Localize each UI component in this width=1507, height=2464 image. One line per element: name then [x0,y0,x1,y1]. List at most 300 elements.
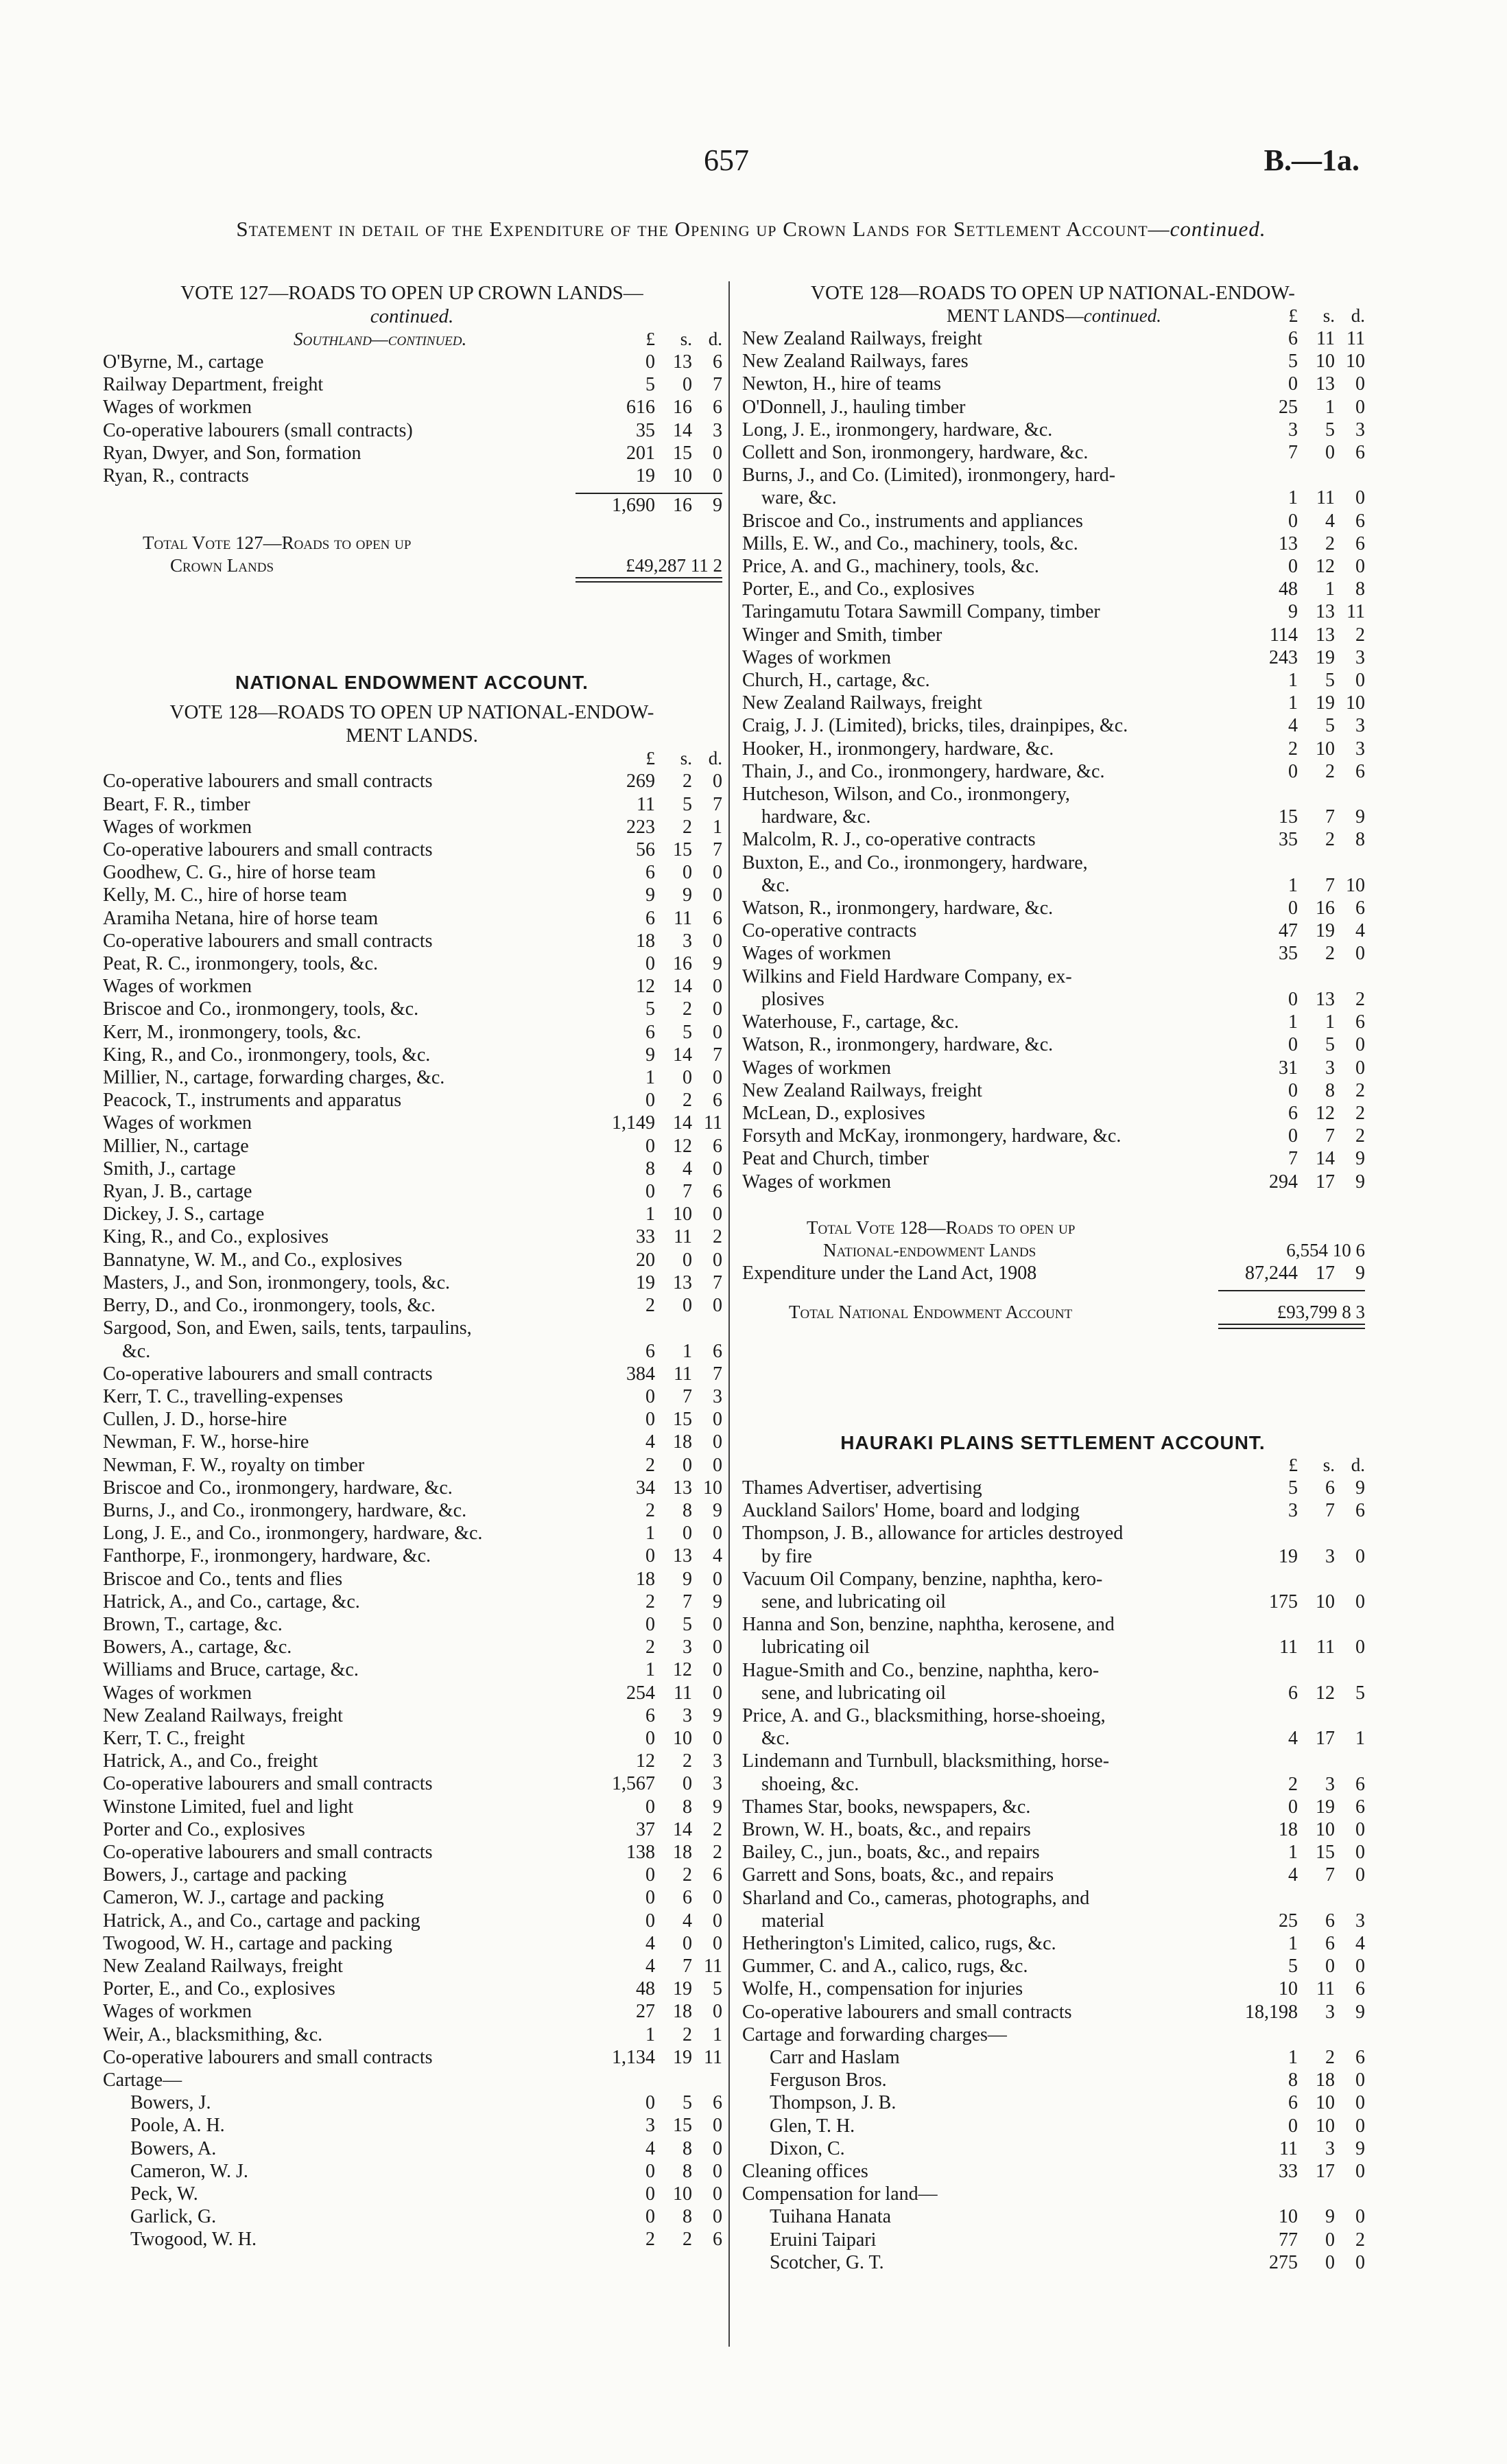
amount-pence: 11 [1346,328,1365,349]
amount-pence: 0 [713,2137,722,2159]
ledger-row [102,2228,722,2251]
ledger-row [741,1568,1365,1613]
amount-pence: 0 [713,1910,722,1932]
ledger-row [741,578,1365,600]
vote127-total-shillings: 11 [690,555,709,576]
vote127-subtotal-row [102,494,722,517]
ledger-row [741,2046,1365,2069]
amount-pence: 6 [1355,1011,1365,1033]
amount-pounds: 175 [1269,1591,1298,1612]
compensation-table [741,2205,1365,2274]
ledger-row-label: Briscoe and Co., ironmongery, hardware, &c. [103,1477,453,1499]
ledger-row [102,1727,722,1750]
amount-pence: 2 [713,1818,722,1840]
amount-pounds: 0 [645,2092,655,2114]
ledger-row-label: Kerr, T. C., travelling-expenses [103,1385,344,1407]
ledger-row-label: Wages of workmen [103,1682,252,1704]
amount-pounds: 1 [1288,670,1298,692]
amount-shillings: 7 [683,1181,692,1203]
amount-pounds: 7 [1288,442,1298,464]
ledger-row-label: New Zealand Railways, fares [742,351,969,373]
amount-pounds: 37 [636,1818,655,1840]
amount-shillings: 11 [674,1682,692,1704]
amount-shillings: 17 [1316,1728,1335,1750]
amount-pounds: 0 [645,1727,655,1749]
ledger-row-label: Hague-Smith and Co., benzine, naphtha, kero- sene, and lubricating oil [742,1659,1100,1704]
amount-pence: 0 [1355,2092,1365,2114]
amount-shillings: 10 [673,2183,692,2205]
amount-shillings: 5 [1325,1034,1335,1056]
ledger-row [741,1818,1365,1841]
amount-pence: 0 [1355,1818,1365,1840]
amount-pence: 6 [713,907,722,929]
ledger-row [102,1135,722,1158]
ledger-row-label: Newton, H., hire of teams [742,373,942,395]
amount-pounds: 6 [645,1704,655,1726]
ledger-row [102,861,722,884]
amount-pence: 0 [713,2001,722,2023]
ledger-row [741,327,1365,350]
ledger-row [102,952,722,975]
amount-shillings: 10 [1316,1591,1335,1612]
amount-shillings: 14 [673,419,692,441]
ledger-row [741,783,1365,828]
amount-pounds: 1 [645,2023,655,2045]
amount-pounds: 27 [636,2001,655,2023]
ledger-row-label: Long, J. E., ironmongery, hardware, &c. [742,419,1053,441]
vote127-total-pence: 2 [713,555,722,576]
amount-shillings: 10 [673,465,692,487]
amount-pounds: 2 [1288,1773,1298,1795]
amount-pence: 2 [1355,624,1365,646]
amount-shillings: 19 [673,1978,692,2000]
amount-pounds: 4 [645,2137,655,2159]
amount-shillings: 7 [1325,806,1335,828]
amount-pence: 2 [1355,1102,1365,1124]
ledger-row-label: Cameron, W. J. [130,2160,248,2182]
amount-pounds: 6 [645,907,655,929]
amount-pounds: 9 [645,884,655,906]
statement-title [123,214,1379,244]
amount-pence: 0 [713,1431,722,1453]
amount-pounds: 138 [626,1841,655,1863]
ledger-row [741,1125,1365,1147]
ledger-row [102,419,722,442]
amount-shillings: 5 [1325,715,1335,737]
ledger-row [741,396,1365,419]
amount-shillings: 7 [683,1955,692,1977]
ledger-row [102,1932,722,1955]
amount-pence: 0 [713,1249,722,1271]
amount-shillings: 8 [683,1796,692,1818]
amount-pounds: 0 [645,1887,655,1909]
ledger-row-label: Wages of workmen [103,1112,252,1134]
amount-pence: 4 [1355,920,1365,942]
amount-pence: 2 [713,1841,722,1863]
amount-pounds: 254 [626,1682,655,1704]
ledger-row-label: Winstone Limited, fuel and light [103,1796,354,1818]
amount-pence: 0 [1355,556,1365,578]
vote128-total-row [741,1217,1365,1262]
amount-pence: 7 [713,374,722,396]
amount-pounds: 5 [1288,351,1298,373]
ledger-row-label: Co-operative labourers and small contracts [103,1773,433,1795]
left-column [102,281,722,2251]
ledger-row-label: Briscoe and Co., ironmongery, tools, &c. [103,998,419,1020]
ledger-row-label: Kerr, M., ironmongery, tools, &c. [103,1021,361,1043]
amount-pounds: 4 [1288,1728,1298,1750]
ledger-row [741,1033,1365,1056]
amount-pence: 0 [1355,396,1365,418]
ledger-row [741,2137,1365,2160]
ledger-row-label: Bowers, J., cartage and packing [103,1864,347,1886]
ledger-row-label: Collett and Son, ironmongery, hardware, &c. [742,442,1089,464]
amount-shillings: 11 [1316,328,1335,349]
amount-pence: 0 [1355,1864,1365,1886]
ledger-row [741,624,1365,646]
amount-shillings: 1 [1325,396,1335,418]
amount-pounds: 19 [1279,1545,1298,1567]
amount-shillings: 2 [1325,829,1335,851]
ledger-row-label: Eruini Taipari [770,2229,877,2251]
amount-pounds: 6 [1288,1682,1298,1704]
land-act-shillings: 17 [1316,1262,1335,1284]
ledger-row [102,1750,722,1772]
ledger-row [102,1704,722,1727]
amount-pence: 6 [1355,532,1365,554]
ledger-row-label: Co-operative labourers (small contracts) [103,419,413,441]
ledger-row-label: Briscoe and Co., tents and flies [103,1568,343,1590]
ledger-row [741,1978,1365,2000]
amount-pounds: 1 [1288,692,1298,714]
amount-shillings: 14 [1316,1148,1335,1170]
amount-pounds: 0 [645,1385,655,1407]
ledger-row-label: Ryan, Dwyer, and Son, formation [103,442,361,464]
amount-pence: 9 [1355,2001,1365,2023]
amount-pence: 6 [1355,510,1365,532]
amount-pence: 6 [1355,1796,1365,1818]
vote128-total-pounds: 6,554 [1286,1239,1328,1260]
amount-pounds: 0 [645,1910,655,1932]
ledger-row-label: Hanna and Son, benzine, naphtha, kerosene, and lubricating oil [742,1614,1115,1658]
cartage-table [102,2091,722,2251]
ledger-row-label: McLean, D., explosives [742,1102,925,1124]
ledger-row [741,350,1365,373]
amount-pence: 7 [713,1271,722,1293]
amount-shillings: 2 [683,2229,692,2251]
amount-shillings: 13 [673,1545,692,1567]
amount-pounds: 0 [645,351,655,373]
amount-shillings: 10 [673,1204,692,1225]
ledger-row [741,1499,1365,1522]
amount-shillings: 15 [673,1409,692,1431]
ledger-row [741,1955,1365,1978]
ledger-row-label: Millier, N., cartage [103,1135,249,1157]
shillings-header: s. [680,748,692,769]
amount-pence: 0 [1355,2069,1365,2091]
amount-shillings: 16 [673,397,692,419]
ledger-row-label: New Zealand Railways, freight [103,1955,343,1977]
ledger-row [741,965,1365,1011]
vote127-total-row [102,532,722,577]
amount-shillings: 0 [683,1249,692,1271]
ledger-row [102,1910,722,1932]
ledger-row-label: Vacuum Oil Company, benzine, naphtha, kero- sene, and lubricating oil [742,1568,1103,1612]
ledger-row-label: Poole, A. H. [130,2115,225,2137]
amount-pence: 2 [713,1226,722,1248]
amount-pence: 0 [1355,487,1365,509]
amount-pounds: 47 [1279,920,1298,942]
amount-pence: 0 [713,1932,722,1954]
ledger-row-label: Ferguson Bros. [770,2069,887,2091]
amount-shillings: 11 [1316,487,1335,509]
ledger-row [102,975,722,998]
ledger-row-label: Ryan, R., contracts [103,465,249,487]
amount-pounds: 6 [645,862,655,884]
hauraki-column-headers [741,1454,1365,1477]
ledger-row-label: Mills, E. W., and Co., machinery, tools, &c. [742,532,1078,554]
page-number: 657 [704,143,749,177]
amount-pounds: 0 [1288,1079,1298,1101]
ledger-row-label: Auckland Sailors' Home, board and lodging [742,1500,1080,1522]
ledger-row [741,2001,1365,2023]
amount-shillings: 0 [683,1932,692,1954]
amount-pence: 6 [1355,1978,1365,2000]
amount-pence: 2 [1355,1079,1365,1101]
pence-header: d. [708,748,722,769]
amount-pounds: 0 [1288,2115,1298,2137]
amount-pence: 6 [713,1340,722,1362]
amount-pounds: 0 [1288,1034,1298,1056]
ledger-row-label: Thompson, J. B. [770,2092,897,2114]
ledger-row-label: Twogood, W. H. [130,2229,257,2251]
ledger-row [102,1225,722,1248]
amount-pounds: 0 [645,2206,655,2228]
vote128-heading-line2: MENT LANDS. [346,725,478,747]
amount-pounds: 0 [1288,988,1298,1010]
ledger-row [741,852,1365,897]
ledger-row [102,1499,722,1522]
ledger-row [102,1112,722,1134]
ledger-row-label: O'Byrne, M., cartage [103,351,264,373]
ledger-row-label: Porter, E., and Co., explosives [742,578,975,600]
amount-shillings: 19 [1316,692,1335,714]
amount-pounds: 0 [1288,760,1298,782]
amount-pounds: 0 [645,1613,655,1635]
amount-shillings: 9 [683,884,692,906]
amount-pounds: 8 [1288,2069,1298,2091]
ledger-row [102,2183,722,2205]
amount-pence: 10 [1346,351,1365,373]
amount-shillings: 2 [1325,532,1335,554]
land-act-pounds: 87,244 [1245,1262,1298,1284]
amount-shillings: 1 [1325,1011,1335,1033]
pounds-header: £ [645,748,655,769]
vote128-cont-table [741,327,1365,1193]
amount-pence: 3 [713,1750,722,1772]
amount-pence: 6 [713,351,722,373]
amount-pounds: 48 [636,1978,655,2000]
ledger-row-label: Co-operative labourers and small contracts [742,2001,1072,2023]
shillings-header: s. [680,329,692,349]
amount-pence: 0 [1355,1545,1365,1567]
amount-pence: 0 [713,1636,722,1658]
amount-shillings: 7 [1325,1500,1335,1522]
amount-shillings: 5 [683,793,692,815]
ledger-row-label: Hatrick, A., and Co., freight [103,1750,318,1772]
ledger-row-label: Watson, R., ironmongery, hardware, &c. [742,897,1054,919]
ledger-row [102,1864,722,1886]
amount-pounds: 269 [626,771,655,793]
ledger-row-label: Bailey, C., jun., boats, &c., and repairs [742,1842,1040,1864]
amount-pounds: 6 [1288,328,1298,349]
ledger-row [102,351,722,373]
ledger-row-label: Co-operative labourers and small contracts [103,930,433,952]
ledger-row [741,1750,1365,1795]
amount-shillings: 8 [683,2206,692,2228]
vote127-column-headers [102,328,722,351]
amount-shillings: 5 [683,1021,692,1043]
amount-pence: 7 [713,839,722,861]
ledger-row [102,1317,722,1362]
ledger-row-label: Price, A. and G., machinery, tools, &c. [742,556,1039,578]
amount-pence: 0 [713,1067,722,1089]
amount-pounds: 15 [1279,806,1298,828]
amount-shillings: 19 [1316,920,1335,942]
amount-pence: 3 [1355,646,1365,668]
cleaning-pence: 0 [1355,2161,1365,2183]
amount-shillings: 2 [1325,760,1335,782]
amount-pounds: 11 [637,793,655,815]
hauraki-cartage-label-row [741,2023,1365,2046]
ledger-row-label: Porter and Co., explosives [103,1818,305,1840]
amount-pence: 0 [713,998,722,1020]
amount-shillings: 2 [1325,943,1335,965]
ledger-row [102,2160,722,2183]
ledger-row-label: Burns, J., and Co., ironmongery, hardware, &c. [103,1499,467,1521]
amount-shillings: 3 [1325,1057,1335,1079]
amount-pounds: 1 [645,1204,655,1225]
ledger-row-label: Peat, R. C., ironmongery, tools, &c. [103,953,379,975]
ledger-row [102,2091,722,2114]
ledger-row [741,692,1365,714]
amount-pence: 9 [1355,2137,1365,2159]
amount-pence: 2 [1355,2229,1365,2251]
amount-pounds: 10 [1279,1978,1298,2000]
ledger-row-label: Berry, D., and Co., ironmongery, tools, &c. [103,1295,436,1317]
amount-pounds: 2 [645,1295,655,1317]
ledger-row-label: Thompson, J. B., allowance for articles destroyed by fire [742,1523,1124,1567]
amount-pence: 9 [1355,1148,1365,1170]
amount-pence: 0 [713,1158,722,1180]
amount-shillings: 0 [683,1295,692,1317]
amount-pounds: 35 [636,419,655,441]
hauraki-cartage-table [741,2046,1365,2160]
amount-shillings: 14 [673,1818,692,1840]
ledger-row-label: King, R., and Co., ironmongery, tools, &c. [103,1044,431,1066]
cleaning-label: Cleaning offices [742,2161,868,2183]
amount-pounds: 4 [1288,715,1298,737]
ledger-row [102,2114,722,2137]
ledger-row-label: Church, H., cartage, &c. [742,670,930,692]
amount-pence: 6 [713,1090,722,1112]
amount-pounds: 0 [645,1796,655,1818]
ledger-row-label: Malcolm, R. J., co-operative contracts [742,829,1036,851]
amount-pounds: 1,134 [612,2046,655,2068]
amount-pence: 2 [1355,1125,1365,1147]
vote128-column-headers [102,747,722,770]
amount-shillings: 0 [683,862,692,884]
ledger-row-label: Scotcher, G. T. [770,2251,884,2273]
subtotal-shillings: 16 [673,495,692,517]
amount-shillings: 2 [683,1090,692,1112]
amount-shillings: 15 [673,839,692,861]
amount-shillings: 3 [1325,1773,1335,1795]
amount-shillings: 7 [1325,1125,1335,1147]
ledger-row [102,1978,722,2000]
pence-header: d. [1351,1454,1365,1475]
amount-shillings: 10 [673,1727,692,1749]
amount-pounds: 20 [636,1249,655,1271]
national-total-rule [1218,1290,1365,1291]
ledger-row [741,2205,1365,2228]
ledger-row-label: Taringamutu Totara Sawmill Company, timber [742,601,1100,623]
ledger-row-label: Hatrick, A., and Co., cartage and packing [103,1910,420,1932]
land-act-pence: 9 [1355,1262,1365,1284]
amount-pence: 3 [1355,419,1365,441]
ledger-row-label: Ryan, J. B., cartage [103,1181,252,1203]
vote128-heading [102,701,722,747]
amount-pence: 9 [713,1499,722,1521]
amount-pounds: 6 [1288,1102,1298,1124]
land-act-label: Expenditure under the Land Act, 1908 [742,1262,1037,1284]
amount-pence: 7 [713,1044,722,1066]
ledger-row [741,1057,1365,1079]
amount-pounds: 4 [645,1932,655,1954]
amount-pence: 1 [713,2023,722,2045]
amount-shillings: 3 [1325,1545,1335,1567]
ledger-row [102,884,722,906]
amount-pence: 3 [1355,1910,1365,1932]
amount-pounds: 4 [645,1955,655,1977]
amount-pence: 0 [713,1682,722,1704]
ledger-row [102,1818,722,1841]
amount-pounds: 0 [645,1181,655,1203]
compensation-label-row [741,2183,1365,2205]
vote128-cont-heading-line2: MENT LANDS—continued. [947,305,1161,326]
southland-subheading: Southland—continued. [294,329,467,349]
ledger-row [102,1044,722,1066]
ledger-row-label: Bowers, A. [130,2137,217,2159]
ledger-row [102,1841,722,1864]
amount-pounds: 1,567 [612,1773,655,1795]
ledger-row [741,1102,1365,1125]
amount-shillings: 2 [683,2023,692,2045]
ledger-row-label: Williams and Bruce, cartage, &c. [103,1659,359,1681]
amount-pence: 9 [1355,806,1365,828]
ledger-row-label: Smith, J., cartage [103,1158,236,1180]
document-reference: B.—1a. [1263,143,1360,177]
ledger-row-label: Wages of workmen [742,1171,892,1193]
amount-pounds: 275 [1269,2251,1298,2273]
ledger-row-label: Peat and Church, timber [742,1148,929,1170]
ledger-row [741,828,1365,851]
ledger-row-label: Burns, J., and Co. (Limited), ironmongery, hard- ware, &c. [742,465,1116,509]
ledger-row [102,465,722,487]
amount-pence: 0 [1355,2206,1365,2228]
amount-pence: 0 [1355,1034,1365,1056]
ledger-row [741,1796,1365,1818]
